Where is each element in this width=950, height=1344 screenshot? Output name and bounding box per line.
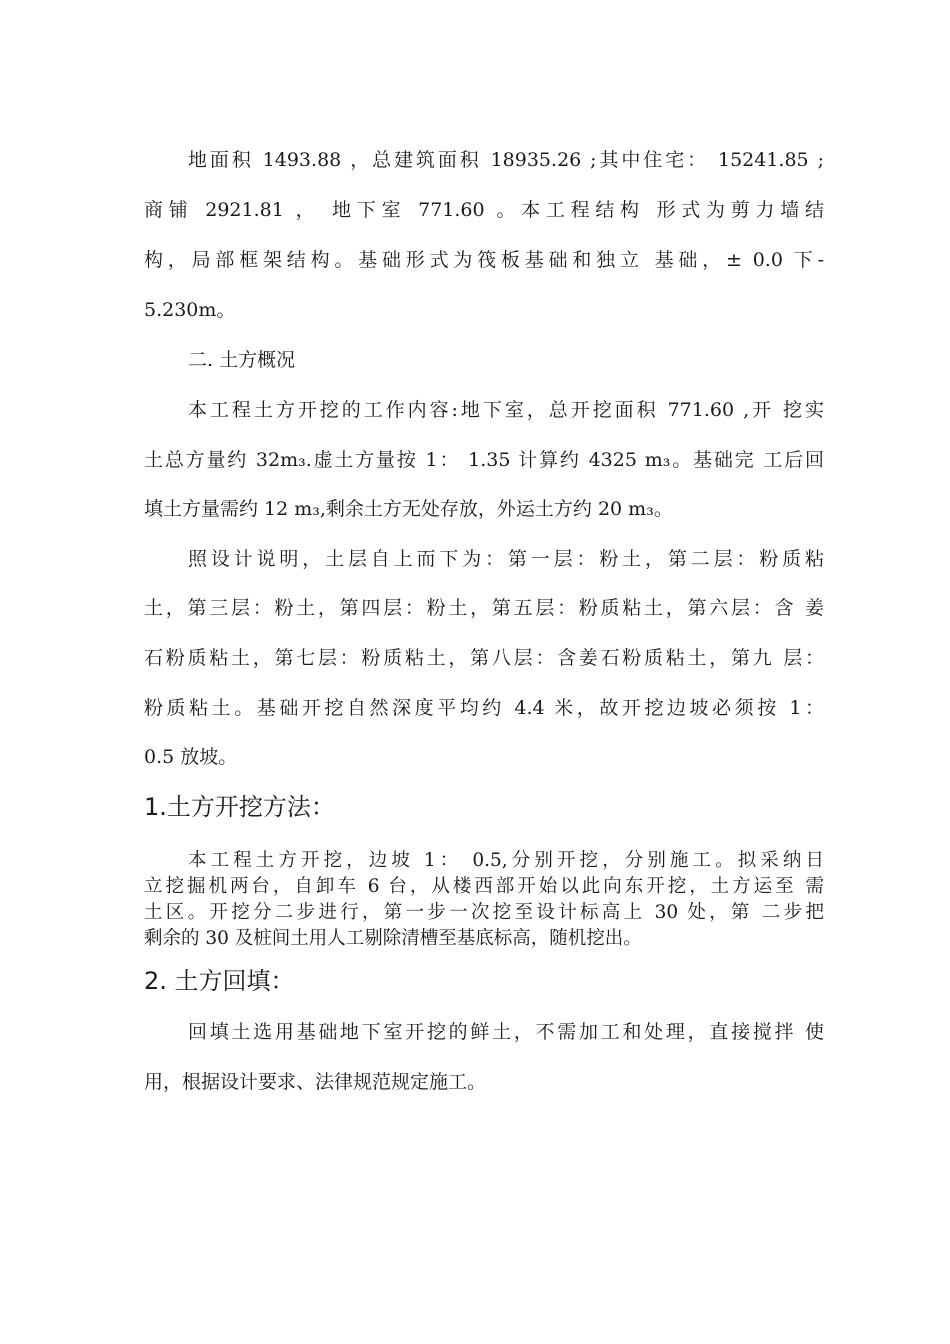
soil-line-3: 石粉质粘土，第七层：粉质粘土，第八层：含姜石粉质粘土，第九 层： xyxy=(144,647,824,669)
earthwork-line-1: 本工程土方开挖的工作内容:地下室，总开挖面积 771.60 ,开 挖实 xyxy=(188,399,824,421)
heading-excavation-method: 1.土方开挖方法： xyxy=(144,793,335,821)
heading-backfill: 2. 土方回填： xyxy=(144,967,295,995)
overview-line-2: 商铺 2921.81 ， 地下室 771.60 。本工程结构 形式为剪力墙结 xyxy=(144,199,824,221)
method-line-4: 剩余的 30 及桩间土用人工剔除清槽至基底标高，随机挖出。 xyxy=(144,928,642,949)
backfill-line-1: 回填土选用基础地下室开挖的鲜土，不需加工和处理，直接搅拌 使 xyxy=(188,1021,824,1043)
method-line-2: 立挖掘机两台，自卸车 6 台，从楼西部开始以此向东开挖，土方运至 需 xyxy=(144,876,824,897)
overview-line-3: 构，局部框架结构。基础形式为筏板基础和独立 基础，± 0.0 下- xyxy=(144,249,824,271)
soil-line-4: 粉质粘土。基础开挖自然深度平均约 4.4 米，故开挖边坡必须按 1： xyxy=(144,697,824,719)
soil-line-2: 土，第三层：粉土，第四层：粉土，第五层：粉质粘土，第六层：含 姜 xyxy=(144,597,824,619)
earthwork-line-2: 土总方量约 32m₃.虚土方量按 1： 1.35 计算约 4325 m₃。基础完 工后回 xyxy=(144,449,824,471)
soil-line-5: 0.5 放坡。 xyxy=(144,746,238,768)
section-title-earthwork: 二. 土方概况 xyxy=(188,349,296,371)
overview-line-4: 5.230m。 xyxy=(144,299,236,321)
earthwork-line-3: 填土方量需约 12 m₃,剩余土方无处存放，外运土方约 20 m₃。 xyxy=(144,498,673,520)
soil-line-1: 照设计说明，土层自上而下为：第一层：粉土，第二层：粉质粘 xyxy=(188,548,824,570)
method-line-1: 本工程土方开挖，边坡 1： 0.5,分别开挖，分别施工。拟采纳日 xyxy=(188,850,824,871)
backfill-line-2: 用，根据设计要求、法律规范规定施工。 xyxy=(144,1071,487,1093)
overview-line-1: 地面积 1493.88 ，总建筑面积 18935.26 ;其中住宅： 15241.85 ; xyxy=(188,149,824,171)
method-line-3: 土区。开挖分二步进行，第一步一次挖至设计标高上 30 处，第 二步把 xyxy=(144,902,824,923)
